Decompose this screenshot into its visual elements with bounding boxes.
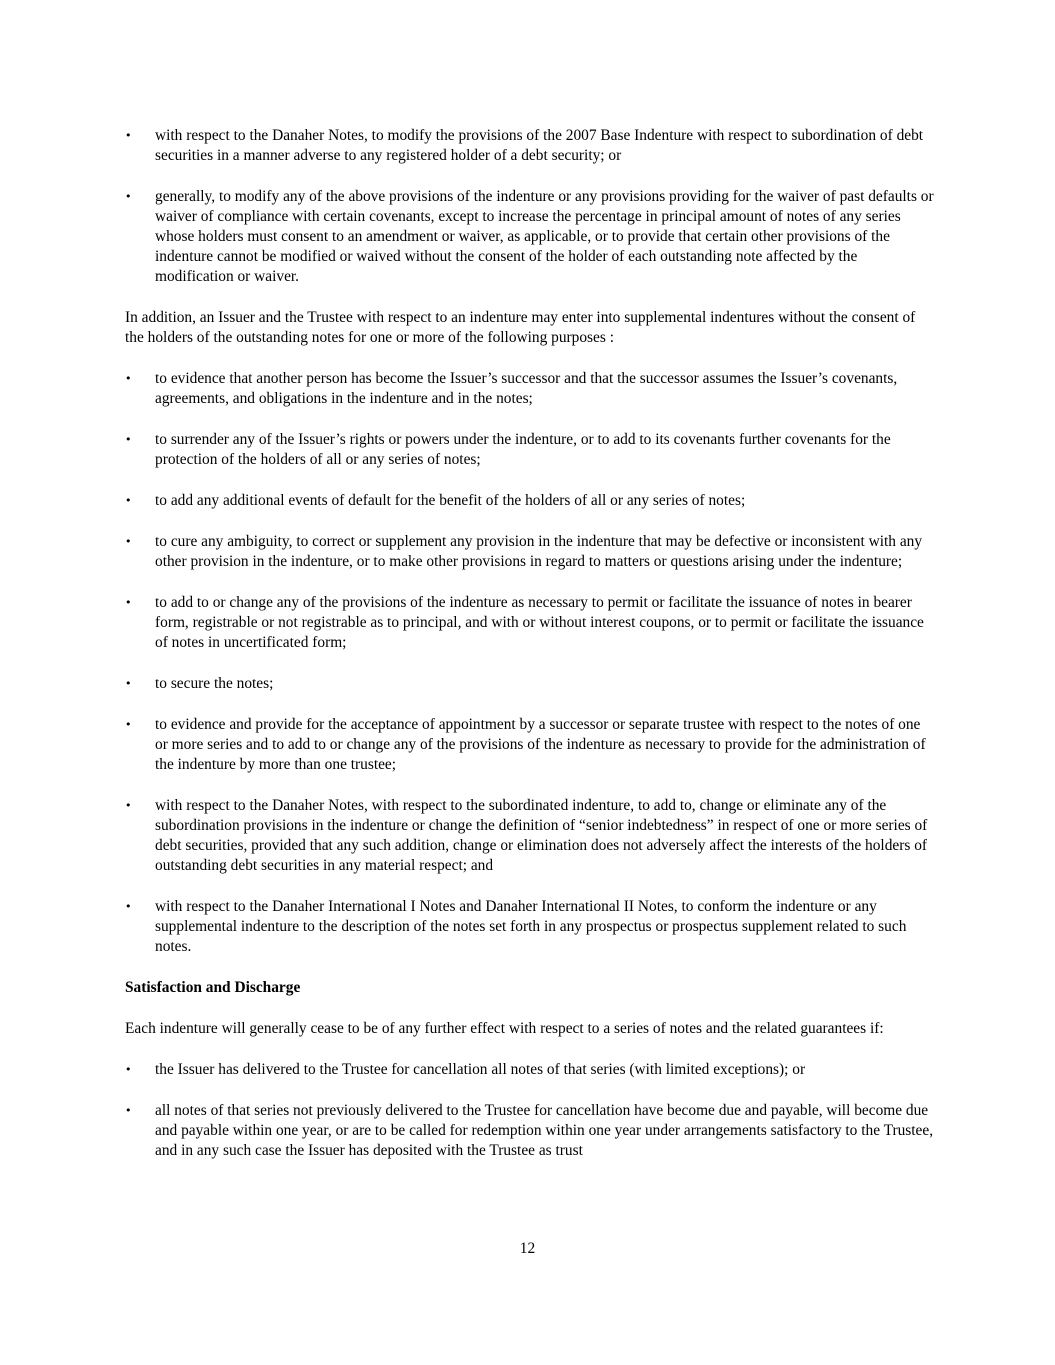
list-item bbox=[125, 430, 935, 470]
bullet-icon: • bbox=[125, 190, 132, 203]
bullet-icon: • bbox=[125, 900, 132, 913]
list-item bbox=[125, 369, 935, 409]
list-item-text: with respect to the Danaher Notes, to modify the provisions of the 2007 Base Indenture with respect to subordination of debt securities in a manner adverse to any registered holder of a debt security; or bbox=[155, 127, 924, 164]
bullet-icon: • bbox=[125, 718, 132, 731]
list-item-text: generally, to modify any of the above provisions of the indenture or any provisions providing for the waiver of past defaults or waiver of compliance with certain covenants, except to increase the percentage in principal amount of notes of any series whose holders must consent to an amendment or waiver, as applicable, or to provide that certain other provisions of the indenture cannot be modified or waived without the consent of the holder of each outstanding note affected by the modification or waiver. bbox=[155, 188, 934, 285]
list-item-text: to add any additional events of default for the benefit of the holders of all or any series of notes; bbox=[155, 492, 746, 509]
list-item bbox=[125, 593, 935, 653]
list-item-text: to add to or change any of the provisions of the indenture as necessary to permit or facilitate the issuance of notes in bearer form, registrable or not registrable as to principal, and with or without interest coupons, or to permit or facilitate the issuance of notes in uncertificated form; bbox=[155, 594, 924, 651]
bullet-icon: • bbox=[125, 535, 132, 548]
list-item bbox=[125, 897, 935, 957]
document-body bbox=[125, 126, 935, 1161]
list-item bbox=[125, 532, 935, 572]
list-item bbox=[125, 1101, 935, 1161]
list-item bbox=[125, 715, 935, 775]
bullet-icon: • bbox=[125, 129, 132, 142]
list-item-text: all notes of that series not previously delivered to the Trustee for cancellation have become due and payable, will become due and payable within one year, or are to be called for redemption within one year under arrangements satisfactory to the Trustee, and in any such case the Issuer has deposited with the Trustee as trust bbox=[155, 1102, 934, 1159]
paragraph-supplemental: In addition, an Issuer and the Trustee with respect to an indenture may enter into supplemental indentures without the consent of the holders of the outstanding notes for one or more of the following purposes : bbox=[125, 309, 916, 346]
page-number: 12 bbox=[519, 1240, 536, 1257]
bullet-icon: • bbox=[125, 1104, 132, 1117]
bullet-icon: • bbox=[125, 494, 132, 507]
list-item bbox=[125, 491, 935, 511]
list-item-text: to cure any ambiguity, to correct or supplement any provision in the indenture that may be defective or inconsistent with any other provision in the indenture, or to make other provisions in regard to matters or questions arising under the indenture; bbox=[155, 533, 923, 570]
bullet-icon: • bbox=[125, 372, 132, 385]
list-item bbox=[125, 126, 935, 166]
bullet-icon: • bbox=[125, 799, 132, 812]
section-heading: Satisfaction and Discharge bbox=[125, 979, 301, 996]
list-item bbox=[125, 796, 935, 876]
bullet-icon: • bbox=[125, 677, 132, 690]
list-item-text: to evidence that another person has become the Issuer’s successor and that the successor assumes the Issuer’s covenants, agreements, and obligations in the indenture and in the notes; bbox=[155, 370, 898, 407]
list-item-text: to surrender any of the Issuer’s rights or powers under the indenture, or to add to its covenants further covenants for the protection of the holders of all or any series of notes; bbox=[155, 431, 891, 468]
list-item-text: the Issuer has delivered to the Trustee for cancellation all notes of that series (with limited exceptions); or bbox=[155, 1061, 806, 1078]
list-item bbox=[125, 187, 935, 287]
list-item-text: to evidence and provide for the acceptance of appointment by a successor or separate trustee with respect to the notes of one or more series and to add to or change any of the provisions of the indenture as necessary to provide for the administration of the indenture by more than one trustee; bbox=[155, 716, 926, 773]
list-item bbox=[125, 1060, 935, 1080]
bullet-icon: • bbox=[125, 433, 132, 446]
list-item-text: with respect to the Danaher International I Notes and Danaher International II Notes, to conform the indenture or any supplemental indenture to the description of the notes set forth in any prospectus or prospectus supplement related to such notes. bbox=[155, 898, 907, 955]
list-item-text: to secure the notes; bbox=[155, 675, 274, 692]
bullet-icon: • bbox=[125, 1063, 132, 1076]
list-item-text: with respect to the Danaher Notes, with respect to the subordinated indenture, to add to, change or eliminate any of the subordination provisions in the indenture or change the definition of “senior indebtedness” in respect of one or more series of debt securities, provided that any such addition, change or elimination does not adversely affect the interests of the holders of outstanding debt securities in any material respect; and bbox=[155, 797, 928, 874]
list-item bbox=[125, 674, 935, 694]
paragraph-satisfaction: Each indenture will generally cease to be of any further effect with respect to a series of notes and the related guarantees if: bbox=[125, 1020, 884, 1037]
bullet-icon: • bbox=[125, 596, 132, 609]
